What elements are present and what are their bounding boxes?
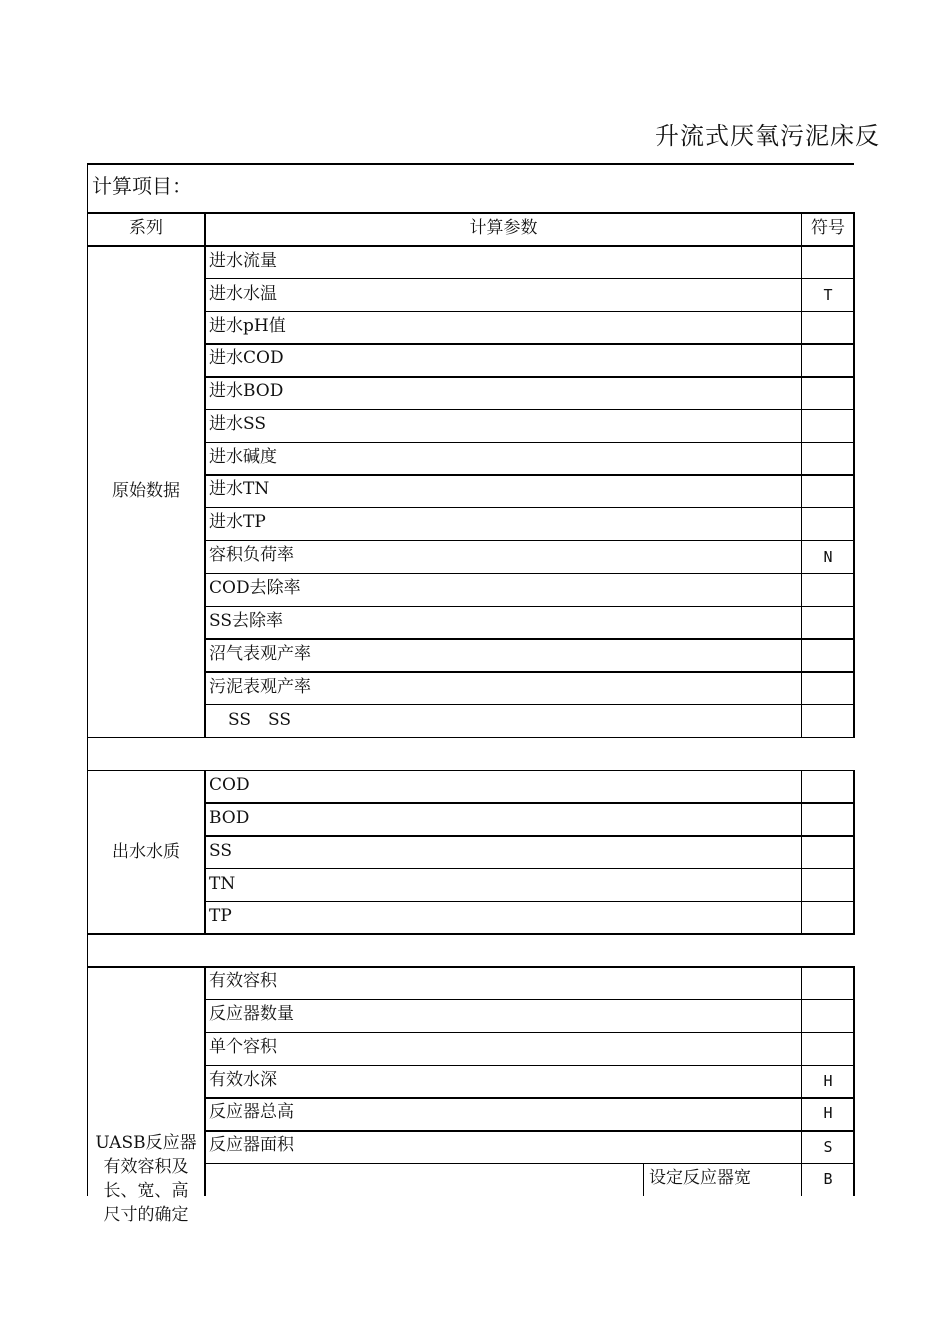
symbol-divider <box>801 770 802 935</box>
param-cell: COD去除率 <box>209 578 301 598</box>
symbol-cell: N <box>823 548 833 566</box>
row-line <box>206 1032 854 1033</box>
param-cell: 容积负荷率 <box>209 545 294 565</box>
right-border <box>853 966 855 1196</box>
param-cell: TN <box>209 874 236 894</box>
symbol-cell: B <box>823 1170 833 1188</box>
row-line <box>206 1130 854 1132</box>
param-cell: 进水COD <box>209 348 284 368</box>
param-cell: 沼气表观产率 <box>209 644 311 664</box>
calc-item-label: 计算项目： <box>92 174 192 198</box>
group-label-uasb-line: UASB反应器 <box>95 1133 197 1153</box>
group-bottom-line <box>87 737 855 738</box>
right-border <box>853 770 855 935</box>
param-cell: 反应器数量 <box>209 1004 294 1024</box>
param-cell: 进水SS <box>209 414 266 434</box>
row-line <box>206 507 854 508</box>
group-label-raw-data: 原始数据 <box>112 481 180 501</box>
left-border <box>87 163 88 1196</box>
param-cell: 进水TP <box>209 512 266 532</box>
row-line <box>206 606 854 607</box>
row-line <box>206 278 854 279</box>
symbol-cell: H <box>823 1104 833 1122</box>
symbol-cell: T <box>823 286 833 304</box>
param-cell: 进水TN <box>209 479 270 499</box>
sub-param-divider <box>643 1163 644 1196</box>
param-cell: 有效水深 <box>209 1070 277 1090</box>
sub-param-cell: 设定反应器宽 <box>649 1168 751 1188</box>
header-border-top <box>87 212 855 214</box>
group-label-effluent: 出水水质 <box>112 842 180 862</box>
param-cell: SS <box>209 841 232 861</box>
param-cell: 进水pH值 <box>209 316 286 336</box>
sheet-title: 升流式厌氧污泥床反 <box>655 122 880 150</box>
param-cell: 进水水温 <box>209 284 277 304</box>
row-line <box>206 868 854 869</box>
row-line <box>206 638 854 640</box>
header-params: 计算参数 <box>469 218 538 238</box>
group-top-line <box>87 966 855 968</box>
param-cell: TP <box>209 906 232 926</box>
series-divider <box>204 966 206 1196</box>
row-line <box>206 442 854 443</box>
row-line <box>206 1097 854 1099</box>
param-cell: SS去除率 <box>209 611 283 631</box>
row-line <box>206 1065 854 1066</box>
row-line <box>206 311 854 312</box>
row-line <box>206 409 854 410</box>
param-cell: 进水BOD <box>209 381 284 401</box>
symbol-cell: S <box>823 1138 833 1156</box>
group-label-uasb <box>88 1131 204 1227</box>
param-cell: 进水碱度 <box>209 447 277 467</box>
param-cell: 有效容积 <box>209 971 277 991</box>
row-line <box>206 999 854 1000</box>
row-line <box>206 835 854 837</box>
row-line <box>206 901 854 902</box>
param-cell: SS SS <box>228 710 291 730</box>
row-line <box>206 376 854 378</box>
param-cell: 反应器总高 <box>209 1102 294 1122</box>
header-border-bottom <box>87 245 855 247</box>
row-line <box>206 1163 854 1164</box>
group-bottom-line <box>87 933 855 935</box>
row-line <box>206 474 854 476</box>
row-line <box>206 343 854 345</box>
series-divider <box>204 770 206 935</box>
row-line <box>206 802 854 804</box>
param-cell: 反应器面积 <box>209 1135 294 1155</box>
group-label-uasb-line: 长、宽、高 <box>103 1181 189 1201</box>
param-cell: 单个容积 <box>209 1037 277 1057</box>
header-symbol: 符号 <box>811 218 845 238</box>
table-border-top <box>87 163 854 165</box>
param-cell: 进水流量 <box>209 251 277 271</box>
group-label-uasb-line: 尺寸的确定 <box>103 1205 189 1225</box>
param-cell: 污泥表观产率 <box>209 677 311 697</box>
group-label-uasb-line: 有效容积及 <box>103 1157 189 1177</box>
row-line <box>206 671 854 673</box>
symbol-cell: H <box>823 1072 833 1090</box>
row-line <box>206 704 854 705</box>
header-series: 系列 <box>129 218 163 238</box>
param-cell: COD <box>209 775 250 795</box>
param-cell: BOD <box>209 808 250 828</box>
symbol-divider <box>801 966 802 1196</box>
row-line <box>206 540 854 541</box>
group-top-line <box>87 770 855 771</box>
row-line <box>206 573 854 574</box>
